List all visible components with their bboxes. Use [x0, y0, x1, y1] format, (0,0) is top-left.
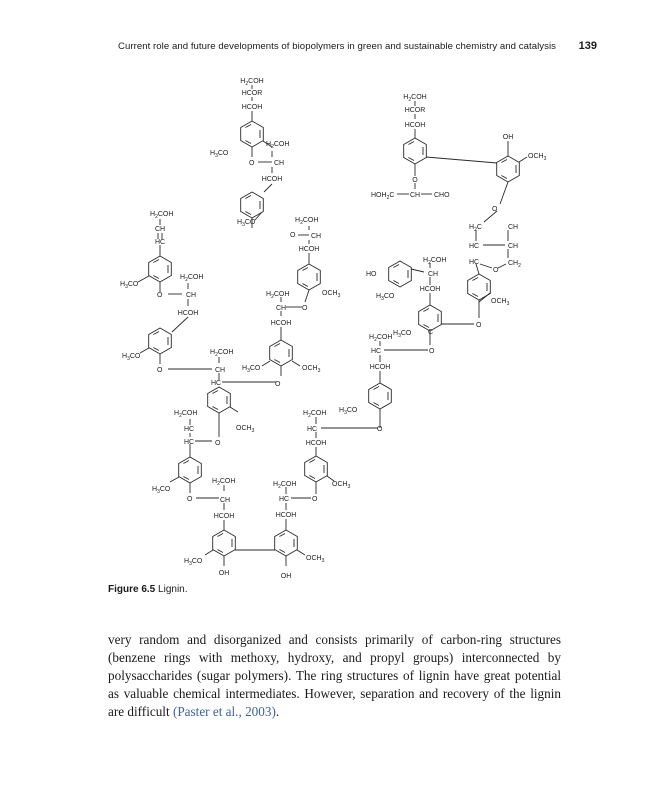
citation-link[interactable]: (Paster et al., 2003)	[172, 704, 276, 719]
label-hcoh: HCOH	[369, 364, 391, 371]
label-och3: $OCH_3$	[302, 365, 321, 374]
label-hcoh: HCOH	[305, 440, 327, 447]
label-hcoh: HCOH	[177, 310, 199, 317]
label-h3co: $H_3CO$	[339, 407, 358, 416]
label-o: O	[492, 206, 498, 213]
label-h3co: $H_3CO$	[393, 330, 412, 339]
label-och3: $OCH_3$	[491, 298, 510, 307]
label-och3: $OCH_3$	[528, 153, 547, 162]
figure-caption-label: Figure 6.5	[108, 584, 156, 595]
label-hcoh: HCOH	[241, 104, 263, 111]
label-hc: HC	[155, 239, 166, 246]
figure-caption	[108, 584, 188, 595]
label-ch: CH	[508, 224, 519, 231]
body-paragraph-text: very random and disorganized and consists primarily of carbon-ring structures (benzene rings with methoxy, hydroxy, and propyl groups) interconnected by polysaccharides (sugar polymers). The ring structures of lignin have great potential as valuable chemical intermediates. However, separation and recovery of the lignin are difficult	[108, 632, 561, 719]
running-head: Current role and future developments of biopolymers in green and sustainable chemistry and catalysis	[117, 41, 556, 52]
body-paragraph-end: .	[275, 704, 280, 719]
label-o: O	[412, 177, 418, 184]
label-h2coh: $H_2COH$	[150, 211, 174, 220]
label-o: O	[275, 381, 281, 388]
label-h2c: $H_2C$	[469, 224, 482, 233]
label-h2coh: $H_2COH$	[423, 257, 447, 266]
label-o: O	[429, 348, 435, 355]
label-o: O	[157, 367, 163, 374]
label-hc: HC	[211, 380, 222, 387]
label-o: O	[302, 305, 308, 312]
label-h2coh: $H_2COH$	[266, 141, 290, 150]
label-ch: CH	[428, 271, 439, 278]
label-h2coh: $H_2COH$	[303, 410, 327, 419]
label-ch: CH	[155, 226, 166, 233]
label-hc: HC	[184, 439, 195, 446]
label-o: O	[290, 232, 296, 239]
label-ch2: $CH_2$	[508, 260, 521, 269]
label-h2coh: $H_2COH$	[212, 478, 236, 487]
label-ch: CH	[409, 192, 421, 199]
label-h3co: $H_3CO$	[120, 281, 139, 290]
label-oh: OH	[280, 573, 292, 580]
label-hcoh: HCOH	[270, 320, 292, 327]
label-ch: CH	[220, 497, 231, 504]
atom-labels	[120, 78, 547, 580]
label-o: O	[215, 440, 221, 447]
label-och3: $OCH_3$	[322, 290, 341, 299]
label-hc: HC	[371, 348, 382, 355]
label-hcor: HCOR	[404, 107, 426, 114]
label-hc: HC	[184, 426, 195, 433]
label-o: O	[249, 160, 255, 167]
label-ch: CH	[274, 160, 285, 167]
label-h2coh: $H_2COH$	[240, 78, 264, 87]
label-hc: HC	[307, 426, 318, 433]
label-och3: $OCH_3$	[332, 481, 351, 490]
label-h2coh: $H_2COH$	[369, 334, 393, 343]
label-oh: OH	[502, 134, 514, 141]
label-h2coh: $H_2COH$	[266, 291, 290, 300]
label-h2coh: $H_2COH$	[273, 481, 297, 490]
label-hcoh: HCOH	[213, 513, 235, 520]
bond-lines	[138, 85, 527, 566]
label-hcoh: HCOH	[419, 286, 441, 293]
label-hcor: HCOR	[241, 90, 263, 97]
label-o: O	[157, 292, 163, 299]
label-h2coh: $H_2COH$	[180, 274, 204, 283]
label-h3co: $H_3CO$	[210, 150, 229, 159]
ring-units	[149, 121, 520, 556]
label-o: O	[312, 496, 318, 503]
label-och3: $OCH_3$	[306, 555, 325, 564]
label-ch: CH	[311, 233, 322, 240]
label-h3co: $H_3CO$	[184, 558, 203, 567]
label-ch: CH	[276, 305, 287, 312]
label-o: O	[493, 267, 499, 274]
label-h3co: $H_3CO$	[376, 293, 395, 302]
label-h3co: $H_3CO$	[122, 353, 141, 362]
label-h3co: $H_3CO$	[152, 486, 171, 495]
label-h2coh: $H_2COH$	[403, 94, 427, 103]
label-ch: CH	[215, 367, 226, 374]
label-oh: OH	[218, 570, 230, 577]
label-h3co: $H_3CO$	[237, 219, 256, 228]
label-hcoh: HCOH	[261, 176, 283, 183]
label-h2coh: $H_2COH$	[210, 349, 234, 358]
label-hcoh: HCOH	[298, 246, 320, 253]
label-hcoh: HCOH	[404, 122, 426, 129]
label-ch: CH	[508, 243, 519, 250]
page-number: 139	[578, 40, 597, 52]
label-hcoh: HCOH	[275, 512, 297, 519]
label-cho: CHO	[434, 192, 450, 199]
body-paragraph	[108, 631, 561, 721]
label-c: C	[428, 329, 434, 336]
label-o: O	[377, 426, 383, 433]
label-h2coh: $H_2COH$	[174, 410, 198, 419]
label-hc: HC	[279, 496, 290, 503]
figure-caption-text: Lignin.	[158, 584, 188, 595]
label-o: O	[476, 322, 482, 329]
label-hc: HC	[469, 243, 480, 250]
label-och3: $OCH_3$	[236, 425, 255, 434]
label-o: O	[187, 496, 193, 503]
label-hoh2c: $HOH_2C$	[371, 192, 395, 201]
label-h2coh: $H_2COH$	[295, 217, 319, 226]
label-hc: HC	[469, 259, 480, 266]
label-h3co: $H_3CO$	[242, 365, 261, 374]
label-ch: CH	[186, 292, 197, 299]
label-ho: HO	[366, 271, 377, 278]
